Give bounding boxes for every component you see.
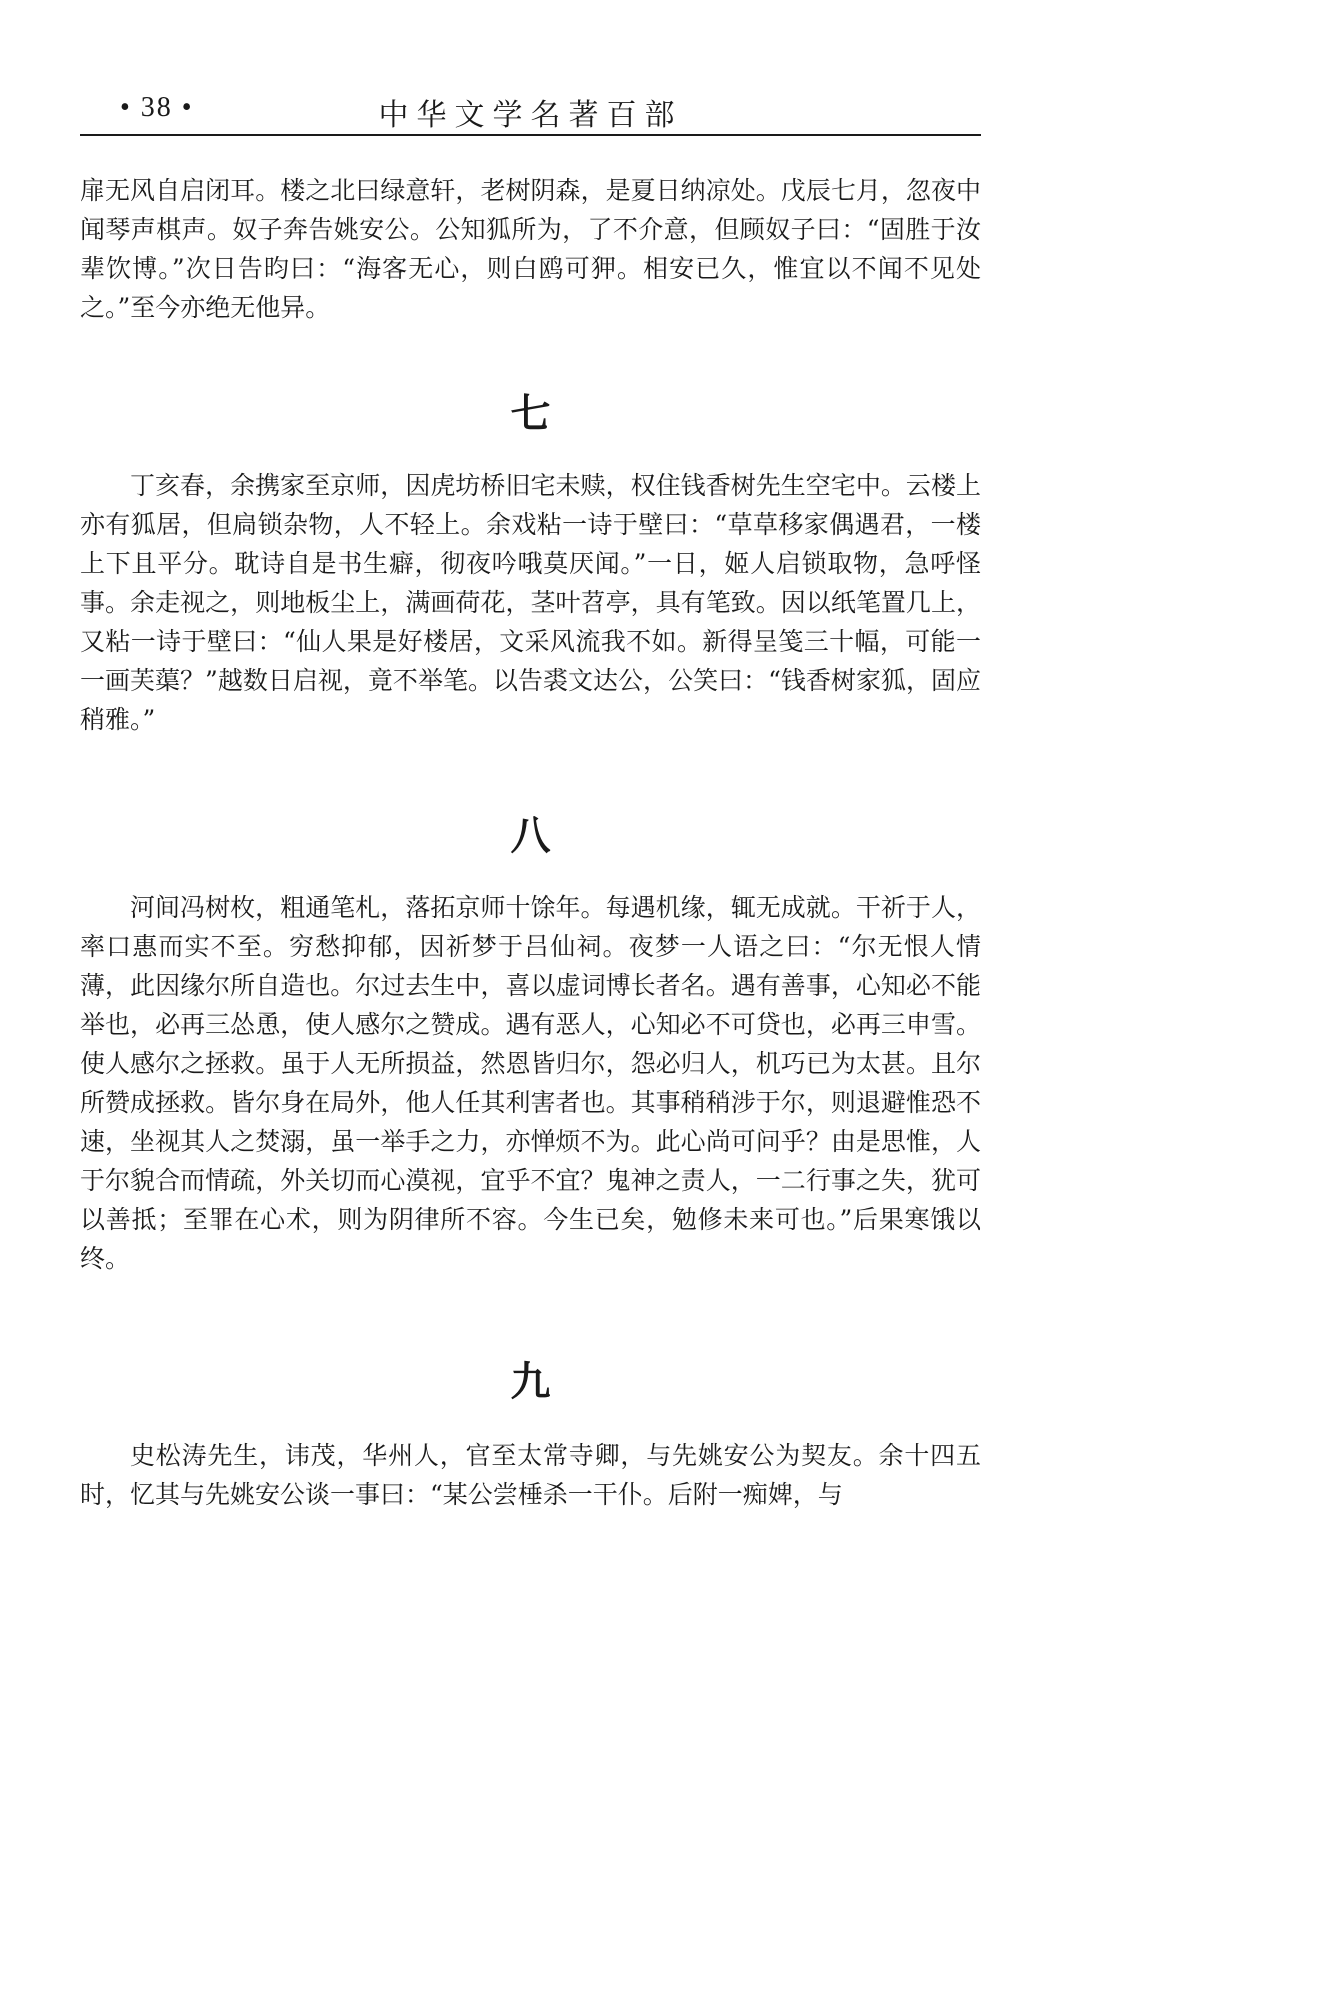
section-8-text [80,888,981,1278]
page-header [80,84,981,140]
continued-text-block [80,171,981,327]
running-title: 中华文学名著百部 [378,98,683,133]
section-heading-9: 九 [510,1358,551,1405]
header-rule [80,134,981,136]
section-7-paragraph: 丁亥春，余携家至京师，因虎坊桥旧宅未赎，权住钱香树先生空宅中。云楼上亦有狐居，但扃锁杂物，人不轻上。余戏粘一诗于壁曰：“草草移家偶遇君，一楼上下且平分。耽诗自是书生癖，彻夜吟哦莫厌闻。”一日，姬人启锁取物，急呼怪事。余走视之，则地板尘上，满画荷花，茎叶苕亭，具有笔致。因以纸笔置几上，又粘一诗于壁曰：“仙人果是好楼居，文采风流我不如。新得呈笺三十幅，可能一一画芙蕖？”越数日启视，竟不举笔。以告裘文达公，公笑曰：“钱香树家狐，固应稍雅。” [80,471,981,734]
page-number: • 38 • [120,92,194,123]
section-9-paragraph: 史松涛先生，讳茂，华州人，官至太常寺卿，与先姚安公为契友。余十四五时，忆其与先姚安公谈一事曰：“某公尝棰杀一干仆。后附一痴婢，与 [80,1441,981,1509]
section-heading-8: 八 [510,812,551,859]
section-8-paragraph: 河间冯树枚，粗通笔札，落拓京师十馀年。每遇机缘，辄无成就。干祈于人，率口惠而实不至。穷愁抑郁，因祈梦于吕仙祠。夜梦一人语之曰：“尔无恨人情薄，此因缘尔所自造也。尔过去生中，喜以虚词博长者名。遇有善事，心知必不能举也，必再三怂恿，使人感尔之赞成。遇有恶人，心知必不可贷也，必再三申雪。使人感尔之拯救。虽于人无所损益，然恩皆归尔，怨必归人，机巧已为太甚。且尔所赞成拯救。皆尔身在局外，他人任其利害者也。其事稍稍涉于尔，则退避惟恐不速，坐视其人之焚溺，虽一举手之力，亦惮烦不为。此心尚可问乎？由是思惟，人于尔貌合而情疏，外关切而心漠视，宜乎不宜？鬼神之责人，一二行事之失，犹可以善抵；至罪在心术，则为阴律所不容。今生已矣，勉修未来可也。”后果寒饿以终。 [80,893,981,1273]
section-heading-7: 七 [510,390,551,437]
continued-paragraph: 扉无风自启闭耳。楼之北曰绿意轩，老树阴森，是夏日纳凉处。戊辰七月，忽夜中闻琴声棋声。奴子奔告姚安公。公知狐所为，了不介意，但顾奴子曰：“固胜于汝辈饮博。”次日告昀曰：“海客无心，则白鸥可狎。相安已久，惟宜以不闻不见处之。”至今亦绝无他异。 [80,176,981,322]
section-7-text [80,466,981,739]
section-9-text [80,1436,981,1514]
